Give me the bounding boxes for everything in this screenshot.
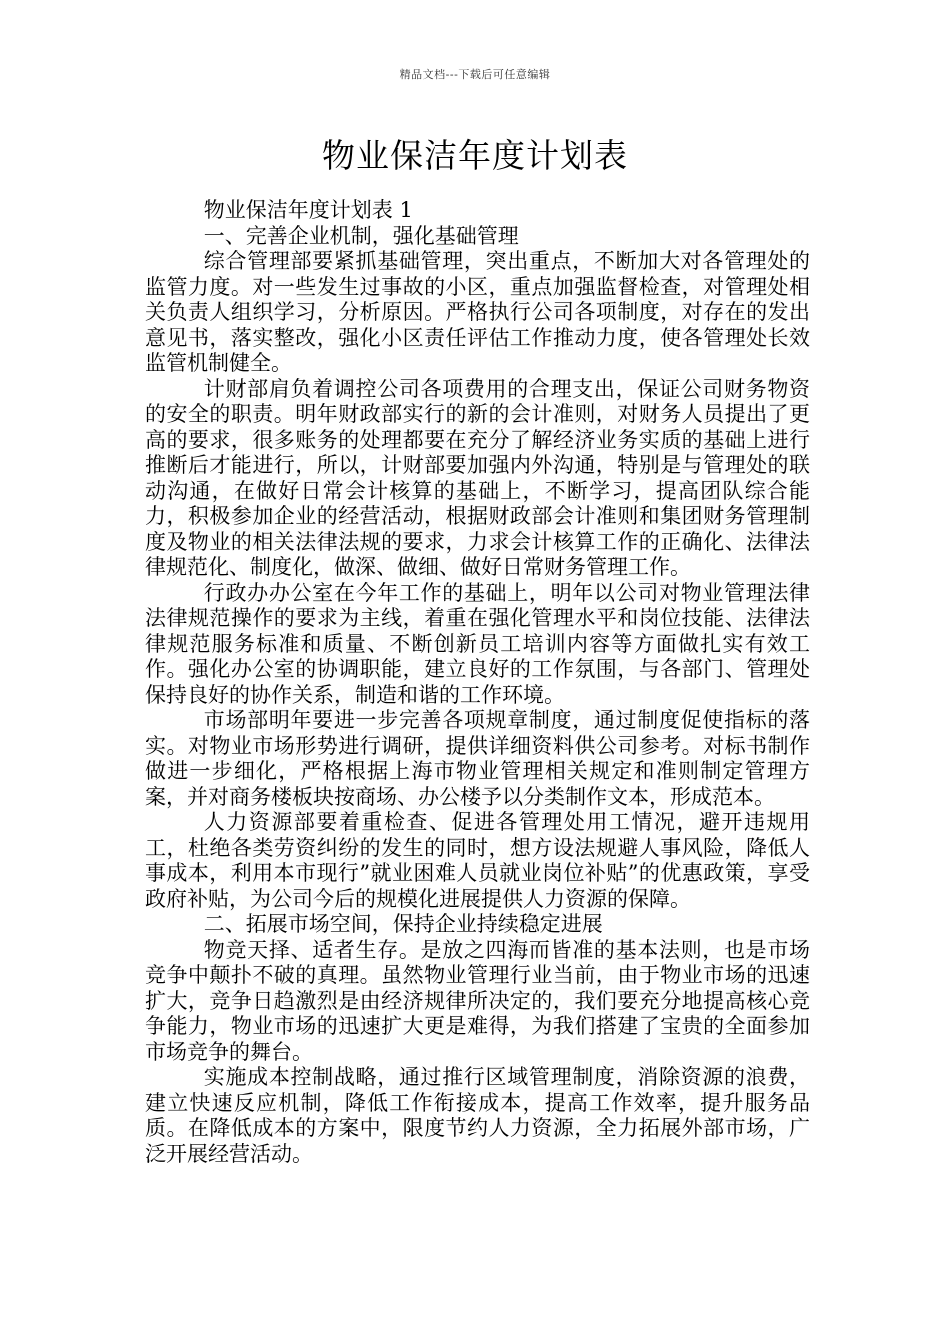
document-body [145, 198, 810, 1167]
body-paragraph: 市场部明年要进一步完善各项规章制度，通过制度促使指标的落实。对物业市场形势进行调研，提供详细资料供公司参考。对标书制作做进一步细化，严格根据上海市物业管理相关规定和准则制定管理方案，并对商务楼板块按商场、办公楼予以分类制作文本，形成范本。 [145, 708, 810, 809]
body-paragraph: 实施成本控制战略，通过推行区域管理制度，消除资源的浪费，建立快速反应机制，降低工作衔接成本，提高工作效率，提升服务品质。在降低成本的方案中，限度节约人力资源，全力拓展外部市场，广泛开展经营活动。 [145, 1065, 810, 1166]
section-heading-1: 一、完善企业机制，强化基础管理 [203, 223, 519, 248]
body-paragraph: 计财部肩负着调控公司各项费用的合理支出，保证公司财务物资的安全的职责。明年财政部实行的新的会计准则，对财务人员提出了更高的要求，很多账务的处理都要在充分了解经济业务实质的基础上进行推断后才能进行，所以，计财部要加强内外沟通，特别是与管理处的联动沟通，在做好日常会计核算的基础上，不断学习，提高团队综合能力，积极参加企业的经营活动，根据财政部会计准则和集团财务管理制度及物业的相关法律法规的要求，力求会计核算工作的正确化、法律法律规范化、制度化，做深、做细、做好日常财务管理工作。 [145, 376, 810, 579]
subtitle-paragraph: 物业保洁年度计划表 1 [203, 198, 413, 222]
body-paragraph: 综合管理部要紧抓基础管理，突出重点，不断加大对各管理处的监管力度。对一些发生过事故的小区，重点加强监督检查，对管理处相关负责人组织学习，分析原因。严格执行公司各项制度，对存在的发出意见书，落实整改，强化小区责任评估工作推动力度，使各管理处长效监管机制健全。 [145, 249, 810, 375]
header-note: 精品文档---下载后可任意编辑 [399, 68, 551, 81]
body-paragraph: 物竞天择、适者生存。是放之四海而皆准的基本法则，也是市场竞争中颠扑不破的真理。虽然物业管理行业当前，由于物业市场的迅速扩大，竞争日趋激烈是由经济规律所决定的，我们要充分地提高核心竞争能力，物业市场的迅速扩大更是难得，为我们搭建了宝贵的全面参加市场竞争的舞台。 [145, 937, 810, 1064]
body-paragraph: 行政办办公室在今年工作的基础上，明年以公司对物业管理法律法律规范操作的要求为主线，着重在强化管理水平和岗位技能、法律法律规范服务标准和质量、不断创新员工培训内容等方面做扎实有效工作。强化办公室的协调职能，建立良好的工作氛围，与各部门、管理处保持良好的协作关系，制造和谐的工作环境。 [145, 580, 810, 707]
document-title: 物业保洁年度计划表 [322, 136, 628, 175]
body-paragraph: 人力资源部要着重检查、促进各管理处用工情况，避开违规用工，杜绝各类劳资纠纷的发生的同时，想方设法规避人事风险，降低人事成本，利用本市现行”就业困难人员就业岗位补贴”的优惠政策，享受政府补贴，为公司今后的规模化进展提供人力资源的保障。 [145, 810, 810, 911]
section-heading-2: 二、拓展市场空间，保持企业持续稳定进展 [203, 912, 603, 936]
